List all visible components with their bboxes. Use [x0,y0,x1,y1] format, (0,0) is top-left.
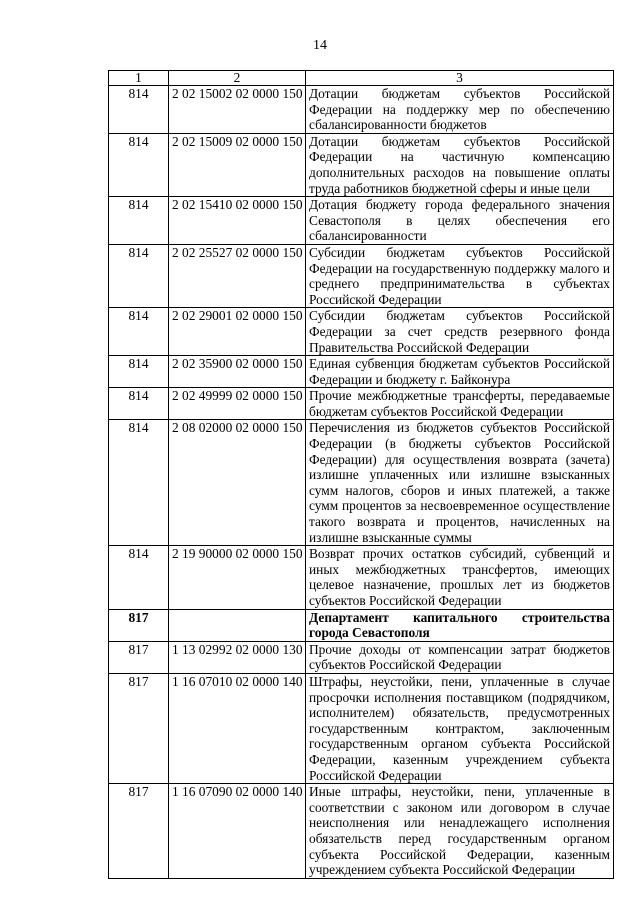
revenue-code-cell: 1 16 07090 02 0000 140 [169,784,306,879]
admin-code-cell: 817 [109,641,169,673]
revenue-name-cell: Дотации бюджетам субъектов Российской Федерации на поддержку мер по обеспечению сбалансированности бюджетов [306,86,614,134]
column-header-2: 2 [169,71,306,86]
column-header-3: 3 [306,71,614,86]
revenue-name-cell: Субсидии бюджетам субъектов Российской Федерации на государственную поддержку малого и среднего предпринимательства в субъектах Российской Федерации [306,244,614,307]
table-row [109,784,614,879]
revenue-name-cell: Прочие доходы от компенсации затрат бюджетов субъектов Российской Федерации [306,641,614,673]
admin-code-cell: 814 [109,308,169,356]
table-row [109,133,614,196]
revenue-code-cell: 1 16 07010 02 0000 140 [169,673,306,783]
column-header-1: 1 [109,71,169,86]
admin-code-cell: 814 [109,388,169,420]
revenue-administrators-table [108,70,614,879]
admin-code-cell: 814 [109,244,169,307]
revenue-code-cell: 2 02 29001 02 0000 150 [169,308,306,356]
admin-code-cell: 814 [109,133,169,196]
revenue-name-cell: Штрафы, неустойки, пени, уплаченные в случае просрочки исполнения поставщиком (подрядчиком, исполнителем) обязательств, предусмотренных государственным контрактом, заключенным государственным органом субъекта Российской Федерации, казенным учреждением субъекта Российской Федерации [306,673,614,783]
revenue-name-cell: Прочие межбюджетные трансферты, передаваемые бюджетам субъектов Российской Федерации [306,388,614,420]
revenue-code-cell: 2 02 15002 02 0000 150 [169,86,306,134]
admin-code-cell: 814 [109,86,169,134]
table-row [109,197,614,245]
table-row [109,244,614,307]
admin-code-cell: 817 [109,673,169,783]
table-row [109,420,614,546]
revenue-code-cell: 2 02 15410 02 0000 150 [169,197,306,245]
revenue-code-cell: 2 02 25527 02 0000 150 [169,244,306,307]
revenue-code-cell: 2 02 49999 02 0000 150 [169,388,306,420]
page-number: 14 [313,38,327,53]
revenue-name-cell: Дотации бюджетам субъектов Российской Федерации на частичную компенсацию дополнительных расходов на повышение оплаты труда работников бюджетной сферы и иные цели [306,133,614,196]
table-row [109,673,614,783]
revenue-code-cell: 2 02 15009 02 0000 150 [169,133,306,196]
department-header-row [109,609,614,641]
revenue-name-cell: Иные штрафы, неустойки, пени, уплаченные в соответствии с законом или договором в случае неисполнения или ненадлежащего исполнения обязательств перед государственным органом субъекта Российской Федерации, казенным учреждением субъекта Российской Федерации [306,784,614,879]
admin-code-cell: 817 [109,784,169,879]
revenue-name-cell: Дотация бюджету города федерального значения Севастополя в целях обеспечения его сбалансированности [306,197,614,245]
table-row [109,86,614,134]
revenue-code-cell [169,609,306,641]
admin-code-cell: 814 [109,356,169,388]
revenue-name-cell: Возврат прочих остатков субсидий, субвенций и иных межбюджетных трансфертов, имеющих целевое назначение, прошлых лет из бюджетов субъектов Российской Федерации [306,546,614,609]
revenue-name-cell: Субсидии бюджетам субъектов Российской Федерации за счет средств резервного фонда Правительства Российской Федерации [306,308,614,356]
admin-code-cell: 814 [109,546,169,609]
table-row [109,356,614,388]
table-row [109,388,614,420]
revenue-code-cell: 2 02 35900 02 0000 150 [169,356,306,388]
admin-code-cell: 817 [109,609,169,641]
table-header-row [109,71,614,86]
revenue-code-cell: 2 08 02000 02 0000 150 [169,420,306,546]
admin-code-cell: 814 [109,420,169,546]
table-row [109,546,614,609]
admin-code-cell: 814 [109,197,169,245]
department-name-cell: Департамент капитального строительства города Севастополя [306,609,614,641]
revenue-code-cell: 1 13 02992 02 0000 130 [169,641,306,673]
revenue-code-cell: 2 19 90000 02 0000 150 [169,546,306,609]
table-row [109,641,614,673]
table-row [109,308,614,356]
revenue-name-cell: Перечисления из бюджетов субъектов Российской Федерации (в бюджеты субъектов Российской Федерации) для осуществления возврата (зачета) излишне уплаченных или излишне взысканных сумм налогов, сборов и иных платежей, а также сумм процентов за несвоевременное осуществление такого возврата и процентов, начисленных на излишне взысканные суммы [306,420,614,546]
revenue-name-cell: Единая субвенция бюджетам субъектов Российской Федерации и бюджету г. Байконура [306,356,614,388]
